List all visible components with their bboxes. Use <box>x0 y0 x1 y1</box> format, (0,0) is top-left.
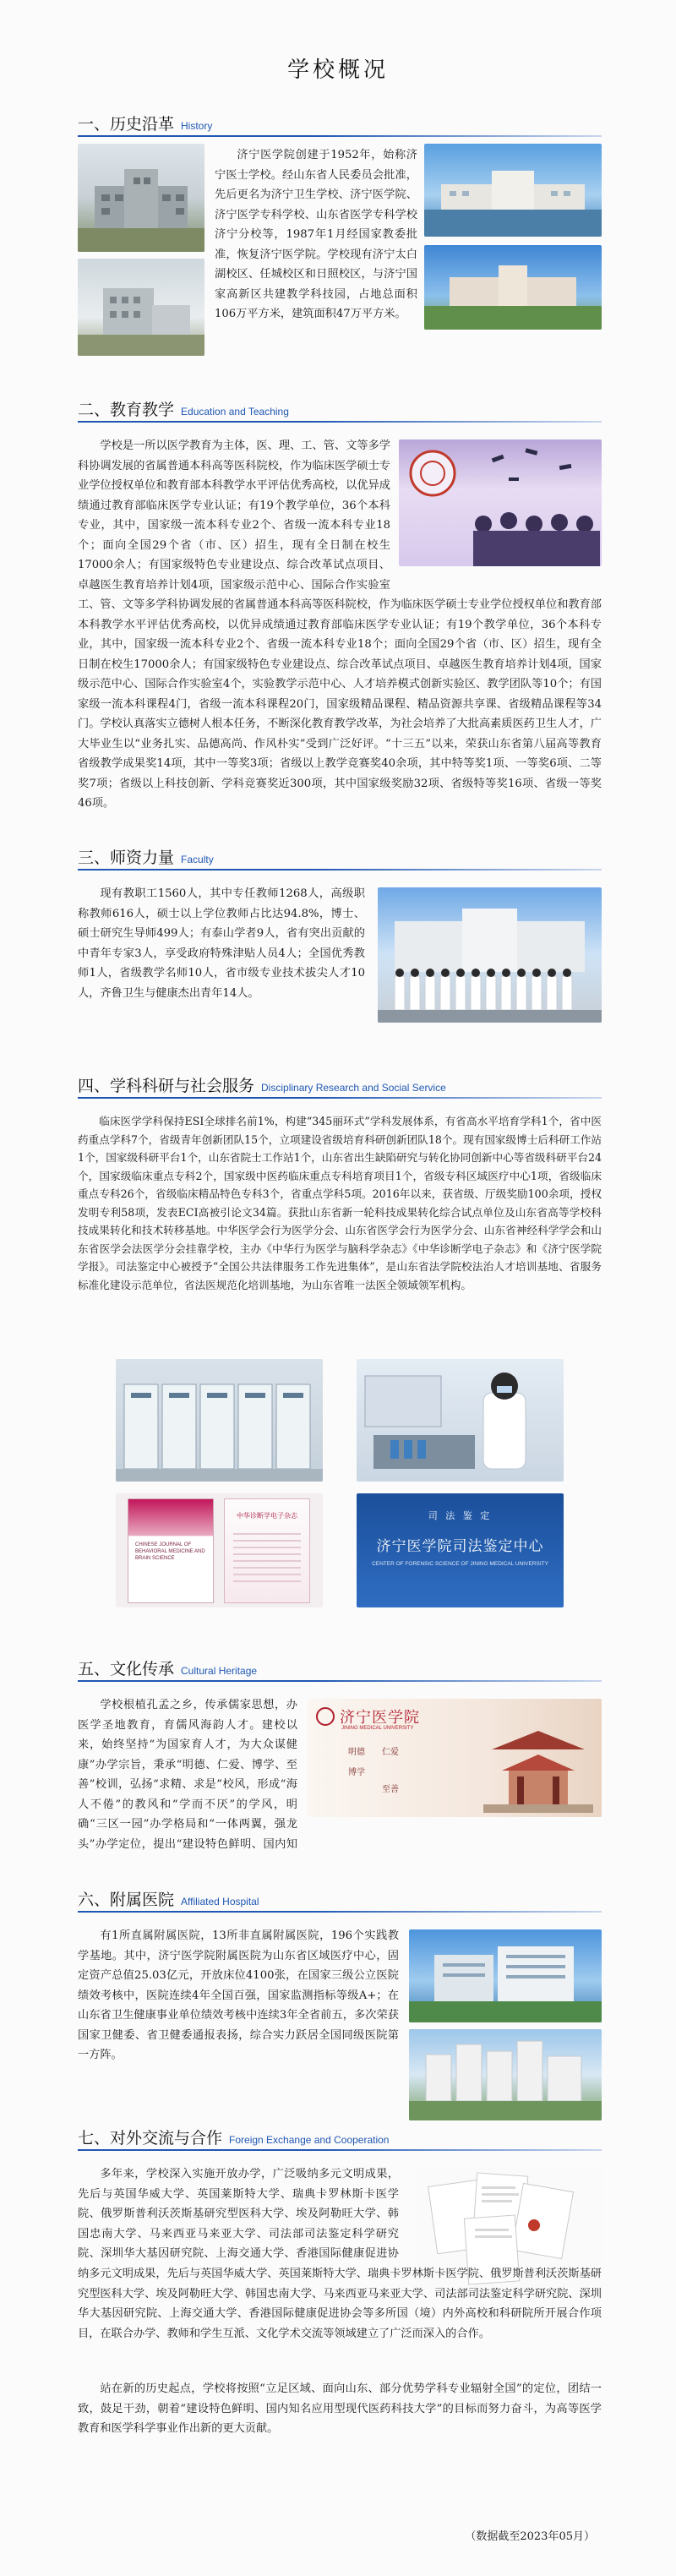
section-title: 四、学科科研与社会服务 <box>78 1077 255 1095</box>
journal-cover-2 <box>224 1498 310 1603</box>
section-divider <box>78 135 602 137</box>
history-photo-4 <box>424 245 602 330</box>
section-heading <box>78 1887 602 1907</box>
section-education <box>78 397 602 854</box>
section-title: 二、教育教学 <box>78 401 175 419</box>
section-divider <box>78 421 602 423</box>
culture-text-block <box>78 1695 297 1854</box>
section-divider <box>78 2149 602 2151</box>
hospital-photo-2 <box>409 2029 602 2120</box>
section-research <box>78 1073 602 1682</box>
research-text-block <box>78 1112 602 1349</box>
motto-3: 博学 <box>348 1768 365 1777</box>
section-title: 七、对外交流与合作 <box>78 2129 223 2148</box>
section-heading <box>78 112 602 132</box>
faculty-group-photo <box>378 887 602 1023</box>
school-logo-name: 济宁医学院 <box>340 1709 420 1727</box>
faculty-text-block <box>78 884 365 1045</box>
exchange-text-block <box>78 2164 399 2264</box>
section-subtitle: Affiliated Hospital <box>181 1896 259 1907</box>
exchange-text-continued <box>78 2264 602 2382</box>
education-text-continued <box>78 595 602 816</box>
forensic-sign-small: 司 法 鉴 定 <box>428 1510 493 1521</box>
motto-1: 明德 <box>348 1748 365 1757</box>
culture-banner <box>308 1699 602 1817</box>
section-hospital <box>78 1887 602 2090</box>
hospital-text-block <box>78 1926 399 2104</box>
section-title: 六、附属医院 <box>78 1891 175 1909</box>
section-heading <box>78 845 602 865</box>
section-title: 五、文化传承 <box>78 1660 175 1678</box>
section-title: 三、师资力量 <box>78 849 175 867</box>
journal-covers <box>116 1493 323 1607</box>
closing-paragraph: 站在新的历史起点，学校将按照“立足区域、面向山东、部分优势学科专业辐射全国”的定位，团结一致，鼓足干劲，朝着“建设特色鲜明、国内知名应用型现代医药科技大学”的目标而努力奋斗，为高等医学教育和医学科学事业作出新的更大贡献。 <box>78 2382 602 2435</box>
journal-cover-2-title: 中华诊断学电子杂志 <box>237 1512 297 1520</box>
education-tail-text: 工、管、文等多学科协调发展的省属普通本科高等医科院校，作为临床医学硕士专业学位授权单位和教育部本科教学水平评估优秀高校，以优异成绩通过教育部临床医学专业认证；有19个教学单位，36个本科专业，其中，国家级一流本科专业2个、省级一流本科专业18个；面向全国29个省（市、区）招生，现有全日制在校生17000余人；有国家级特色专业建设点、综合改革试点项目、卓越医生教育培养计划4项，国家级示范中心、国际合作实验室4个，实验教学示范中心、人才培养模式创新实验区、教学团队等10个；有国家级一流本科课程4门，省级一流本科课程20门，国家级精品课程、精品资源共享课、省级精品课程等34门。学校认真落实立德树人根本任务，不断深化教育教学改革，为社会培养了大批高素质医药卫生人才，广大毕业生以“业务扎实、品德高尚、作风朴实”受到广泛好评。“十三五”以来，荣获山东省第八届高等教育省级教学成果奖14项，其中一等奖3项；省级以上教学竞赛奖40余项，其中特等奖1项、一等奖6项、二等奖7项；省级以上科技创新、学科竞赛奖近300项，其中国家级奖励32项、省级特等奖16项、省级一等奖46项。 <box>78 598 602 810</box>
section-heading <box>78 1656 602 1677</box>
hospital-paragraph: 有1所直属附属医院，13所非直属附属医院，196个实践教学基地。其中，济宁医学院附属医院为山东省区域医疗中心，固定资产总值25.03亿元，开放床位4100张，在国家三级公立医院绩效考核中，医院连续4年全国百强，国家监测指标等级A+；在山东省卫生健康事业单位绩效考核中连续3年全省前五，多次荣获国家卫健委、省卫健委通报表扬，综合实力跃居全国同级医院第一方阵。 <box>78 1929 399 2061</box>
section-subtitle: Cultural Heritage <box>181 1665 258 1677</box>
journal-cover-1 <box>128 1498 214 1603</box>
graduation-photo <box>399 439 602 566</box>
section-divider <box>78 1911 602 1913</box>
forensic-sign-main: 济宁医学院司法鉴定中心 <box>376 1538 544 1555</box>
journal-cover-2-lines <box>233 1533 301 1584</box>
lab-equipment-photo <box>116 1359 323 1482</box>
section-divider <box>78 869 602 870</box>
section-subtitle: Faculty <box>181 854 214 865</box>
history-photo-2 <box>424 144 602 237</box>
school-emblem-icon <box>316 1707 335 1726</box>
culture-paragraph: 学校根植孔孟之乡，传承儒家思想，办医学圣地教育，育儒风海韵人才。建校以来，始终坚持“为国家育人才，为大众谋健康”办学宗旨，秉承“明德、仁爱、博学、至善”校训，弘扬“求精、求是”校风，形成“海人不倦”的教风和“学而不厌”的学风，明确“三区一园”办学格局和“一体两翼，强龙头”办学定位，提出“建设特色鲜明、国内知 <box>78 1699 297 1851</box>
education-text-block <box>78 436 390 595</box>
section-culture <box>78 1656 602 1859</box>
research-paragraph: 临床医学学科保持ESI全球排名前1%，构建“345丽环式”学科发展体系，有省高水平培育学科1个，省中医药重点学科7个，省级青年创新团队15个，立项建设省级培育科研创新团队18个。现有国家级博士后科研工作站1个，国家级科研平台1个，山东省院士工作站1个，山东省出生缺陷研究与转化协同创新中心等省级科研平台24个，国家级临床重点专科2个，国家级中医药临床重点专科培育项目1个，省级专科区域医疗中心1项，省级临床重点专科26个，省级临床精品特色专科3个，省重点学科5项。2016年以来，获省级、厅级奖励100余项，授权发明专利58项，发表ECI高被引论文34篇。获批山东省新一轮科技成果转化综合试点单位及山东省高等学校科技成果转化和技术转移基地。中华医学会行为医学分会、山东省医学会行为医学分会、山东省神经科学学会和山东省医学会法医学分会挂靠学校，主办《中华行为医学与脑科学杂志》《中华诊断学电子杂志》和《济宁医学院学报》。司法鉴定中心被授予“全国公共法律服务工作先进集体”，是山东省法学院校法治人才培训基地、省服务标准化建设示范单位，省法医规范化培训基地，为山东省唯一法医全领域领军机构。 <box>78 1115 602 1291</box>
hospital-photo-1 <box>409 1929 602 2022</box>
section-subtitle: History <box>181 120 213 132</box>
history-photo-3 <box>78 259 204 356</box>
forensic-center-sign <box>357 1493 564 1607</box>
school-logo <box>316 1706 420 1727</box>
education-paragraph: 学校是一所以医学教育为主体，医、理、工、管、文等多学科协调发展的省属普通本科高等医科院校，作为临床医学硕士专业学位授权单位和教育部本科教学水平评估优秀高校，以优异成绩通过教育部临床医学专业认证；有19个教学单位，36个本科专业，其中，国家级一流本科专业2个、省级一流本科专业18个；面向全国29个省（市、区）招生，现有全日制在校生17000余人；有国家级特色专业建设点、综合改革试点项目、卓越医生教育培养计划4项，国家级示范中心、国际合作实验室 <box>78 439 390 592</box>
section-subtitle: Disciplinary Research and Social Service <box>261 1082 446 1094</box>
exchange-tail-text: 纳多元文明成果，先后与英国华威大学、英国莱斯特大学、瑞典卡罗林斯卡医学院、俄罗斯普利沃茨斯基研究型医科大学、埃及阿勒旺大学、韩国忠南大学、马来西亚马来亚大学、司法部司法鉴定科学研究院、深圳华大基因研究院、上海交通大学、香港国际健康促进协会等多所国（境）内外高校和科研院所开展合作项目，在联合办学、教师和学生互派、文化学术交流等领域建立了广泛而深入的合作。 <box>78 2268 602 2340</box>
section-subtitle: Foreign Exchange and Cooperation <box>229 2134 390 2146</box>
section-divider <box>78 1680 602 1682</box>
section-title: 一、历史沿革 <box>78 115 175 134</box>
exchange-paragraph: 多年来，学校深入实施开放办学，广泛吸纳多元文明成果，先后与英国华威大学、英国莱斯特大学、瑞典卡罗林斯卡医学院、俄罗斯普利沃茨斯基研究型医科大学、埃及阿勒旺大学、韩国忠南大学、马来西亚马来亚大学、司法部司法鉴定科学研究院、深圳华大基因研究院、上海交通大学、香港国际健康促进协 <box>78 2168 399 2260</box>
motto-2: 仁爱 <box>382 1748 399 1757</box>
section-exchange <box>78 2126 602 2514</box>
lab-researcher-photo <box>357 1359 564 1482</box>
section-heading <box>78 397 602 418</box>
data-date-note: （数据截至2023年05月） <box>465 2530 595 2543</box>
education-paragraph-tail <box>78 595 602 814</box>
section-heading <box>78 1073 602 1094</box>
motto-list <box>348 1743 399 1800</box>
pavilion-illustration <box>483 1724 593 1813</box>
section-faculty <box>78 845 602 1040</box>
motto-4: 至善 <box>382 1785 399 1794</box>
faculty-paragraph: 现有教职工1560人，其中专任教师1268人，高级职称教师616人，硕士以上学位教师占比达94.8%，博士、硕士研究生导师499人；有泰山学者9人，省有突出贡献的中青年专家3人，享受政府特殊津贴人员4人；全国优秀教师1人，省级教学名师10人，省市级专业技术拔尖人才10人，齐鲁卫生与健康杰出青年14人。 <box>78 887 365 1000</box>
page-title: 学校概况 <box>286 57 389 83</box>
forensic-sign-english: CENTER OF FORENSIC SCIENCE OF JINING MEDICAL UNIVERSITY <box>372 1561 548 1567</box>
section-divider <box>78 1097 602 1099</box>
school-logo-english: JINING MEDICAL UNIVERSITY <box>341 1726 414 1731</box>
section-subtitle: Education and Teaching <box>181 406 289 418</box>
closing-text-block <box>78 2379 602 2480</box>
history-photo-1 <box>78 144 204 252</box>
history-paragraph: 济宁医学院创建于1952年，始称济宁医士学校。经山东省人民委员会批准，先后更名为济宁卫生学校、济宁医学院、济宁医学专科学校、山东省医学专科学校济宁分校等，1987年1月经国家教委批准，恢复济宁医学院。学校现有济宁太白湖校区、任城校区和日照校区，与济宁国家高新区共建教学科技园，占地总面积106万平方米，建筑面积47万平方米。 <box>215 149 417 320</box>
exchange-paragraph-tail <box>78 2264 602 2344</box>
section-heading <box>78 2126 602 2146</box>
journal-cover-1-title: CHINESE JOURNAL OF BEHAVIORAL MEDICINE AND BRAIN SCIENCE <box>135 1542 205 1561</box>
